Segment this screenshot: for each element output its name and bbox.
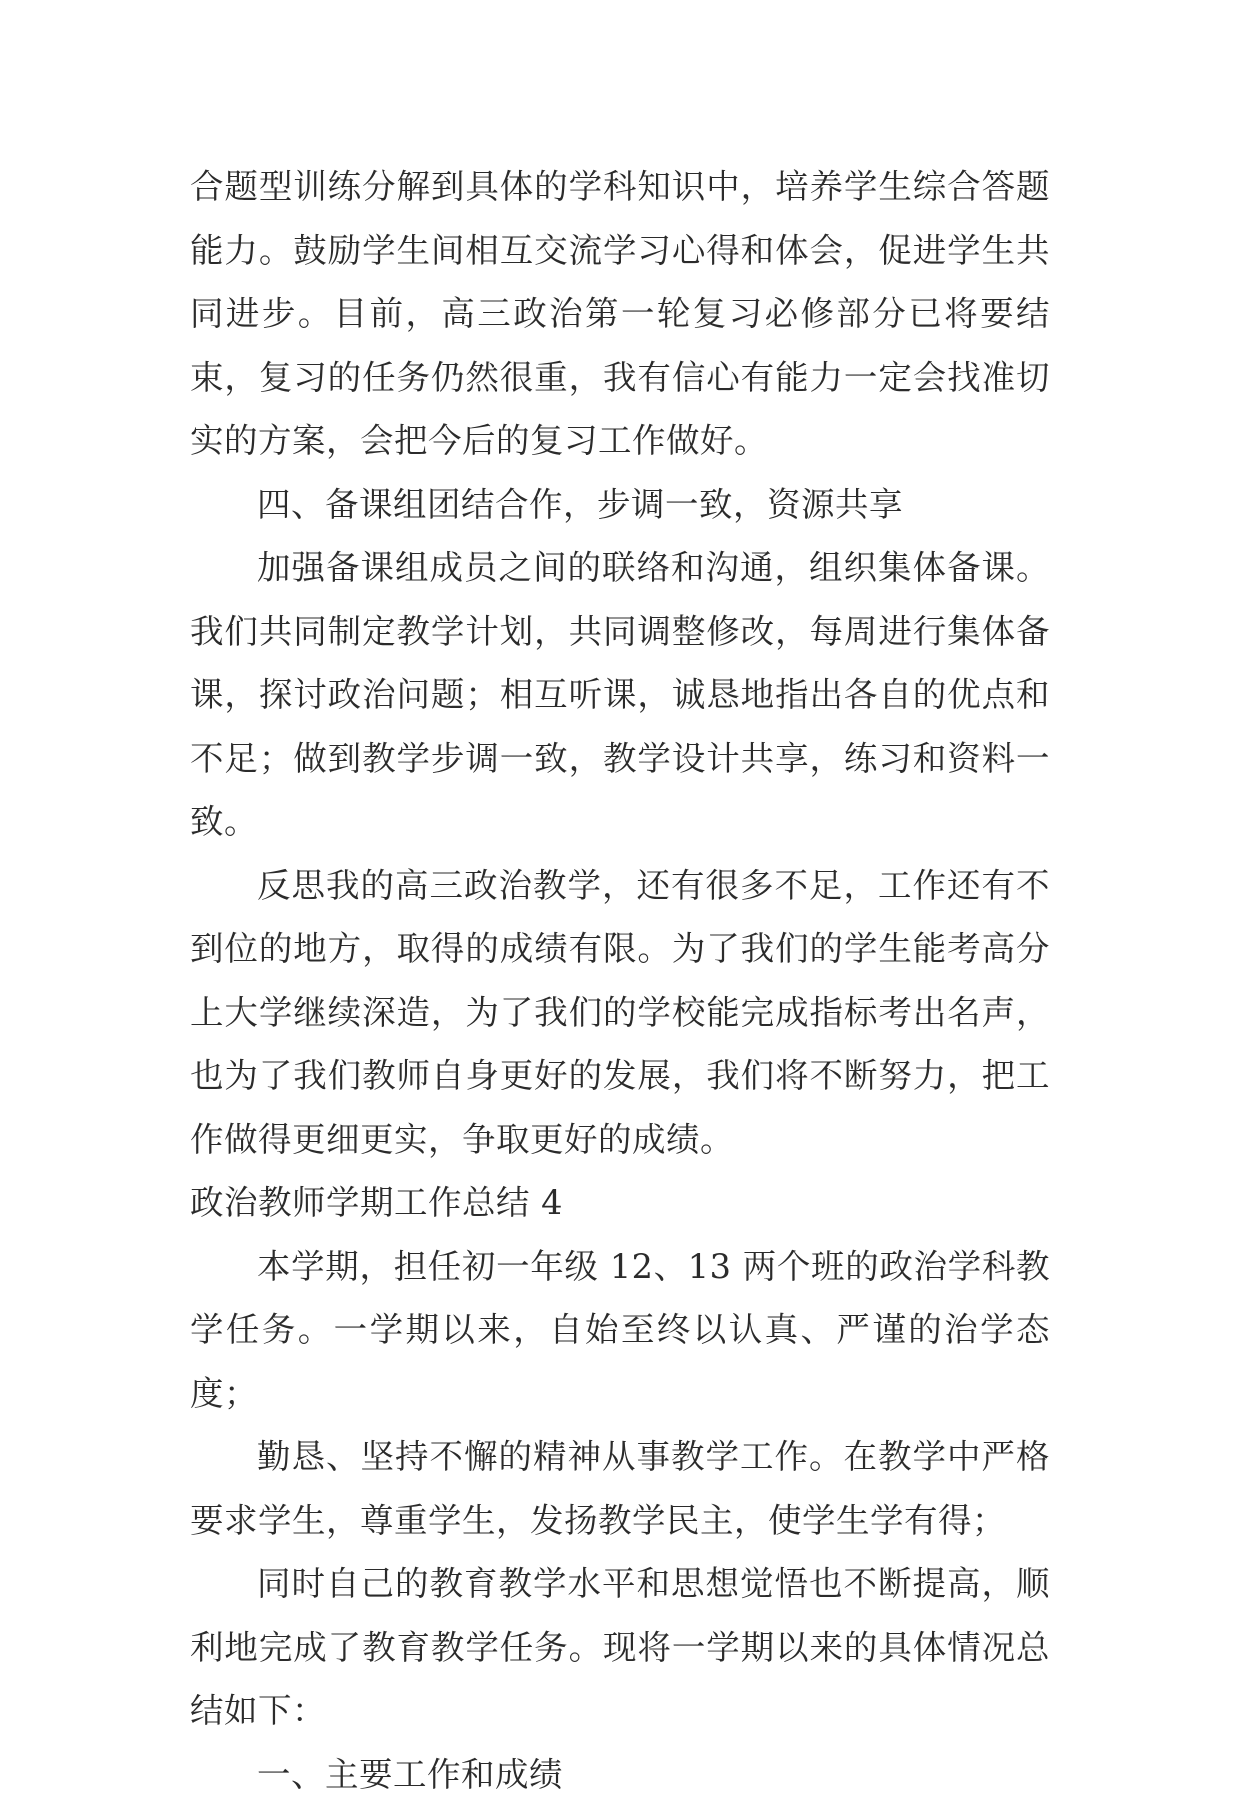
paragraph-semester-intro: 本学期，担任初一年级 12、13 两个班的政治学科教学任务。一学期以来，自始至终以认真、严谨的治学态度； (190, 1235, 1050, 1426)
document-body (190, 155, 1050, 1806)
section-heading-one: 一、主要工作和成绩 (190, 1743, 1050, 1806)
paragraph-continued: 合题型训练分解到具体的学科知识中，培养学生综合答题能力。鼓励学生间相互交流学习心得和体会，促进学生共同进步。目前，高三政治第一轮复习必修部分已将要结束，复习的任务仍然很重，我有信心有能力一定会找准切实的方案，会把今后的复习工作做好。 (190, 155, 1050, 473)
paragraph-summary-lead: 同时自己的教育教学水平和思想觉悟也不断提高，顺利地完成了教育教学任务。现将一学期以来的具体情况总结如下： (190, 1552, 1050, 1743)
document-subtitle: 政治教师学期工作总结 4 (190, 1171, 1050, 1235)
paragraph-teaching-attitude: 勤恳、坚持不懈的精神从事教学工作。在教学中严格要求学生，尊重学生，发扬教学民主，使学生学有得； (190, 1425, 1050, 1552)
paragraph-reflection: 反思我的高三政治教学，还有很多不足，工作还有不到位的地方，取得的成绩有限。为了我们的学生能考高分上大学继续深造，为了我们的学校能完成指标考出名声，也为了我们教师自身更好的发展，我们将不断努力，把工作做得更细更实，争取更好的成绩。 (190, 854, 1050, 1172)
section-heading-four: 四、备课组团结合作，步调一致，资源共享 (190, 473, 1050, 537)
paragraph-collective-prep: 加强备课组成员之间的联络和沟通，组织集体备课。我们共同制定教学计划，共同调整修改，每周进行集体备课，探讨政治问题；相互听课，诚恳地指出各自的优点和不足；做到教学步调一致，教学设计共享，练习和资料一致。 (190, 536, 1050, 854)
